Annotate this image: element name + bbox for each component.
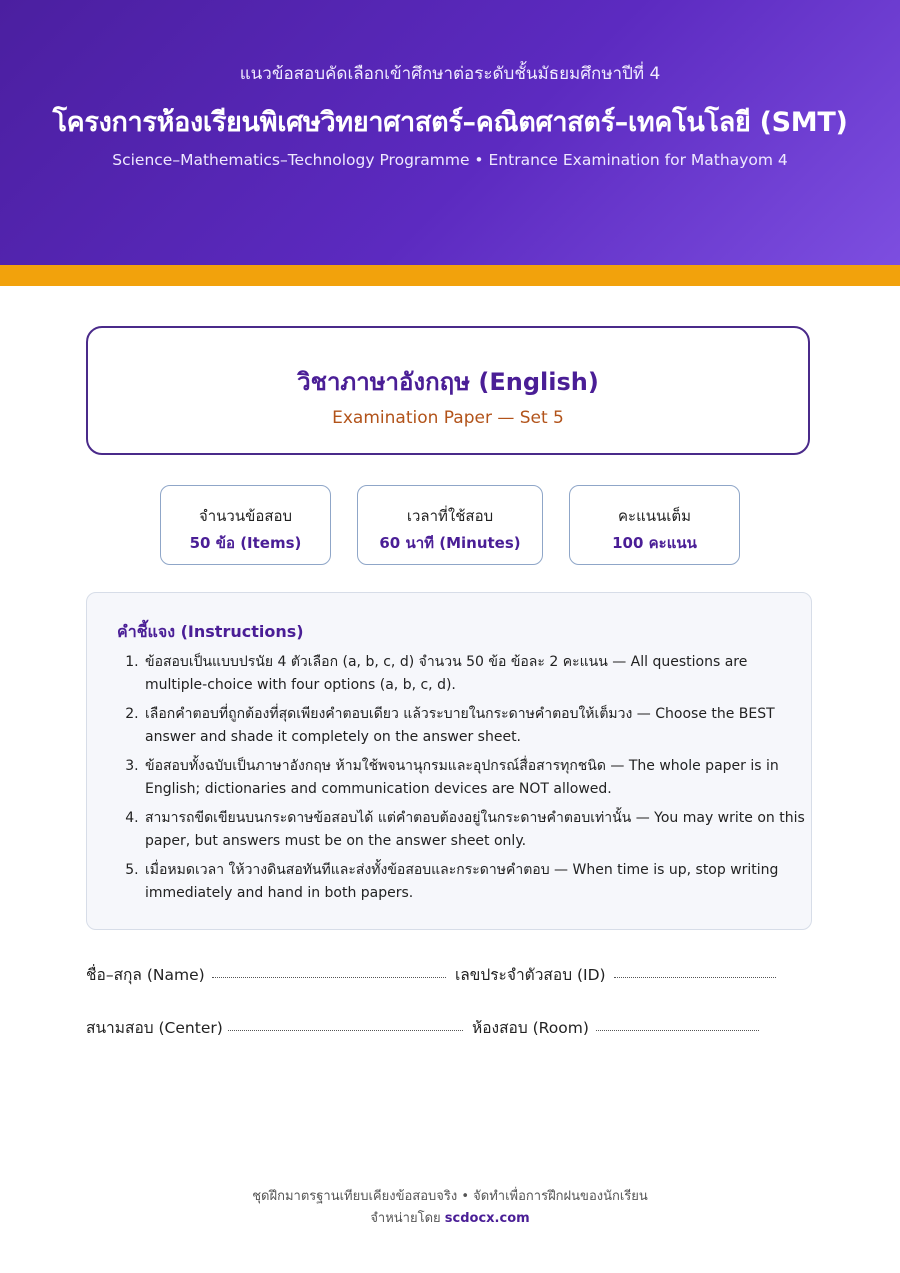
info-card-score	[569, 485, 740, 565]
center-field[interactable]	[228, 1030, 463, 1031]
info-label: เวลาที่ใช้สอบ	[406, 507, 494, 525]
id-label: เลขประจำตัวสอบ (ID)	[455, 966, 606, 984]
instruction-item: 4. สามารถขีดเขียนบนกระดาษข้อสอบได้ แต่คำตอบต้องอยู่ในกระดาษคำตอบเท่านั้น — You may write on this paper, but answers must be on the answer sheet only.	[143, 807, 807, 853]
footer-site-link[interactable]: scdocx.com	[444, 1211, 530, 1226]
subject-title: วิชาภาษาอังกฤษ (English)	[297, 368, 599, 396]
instruction-item: 5. เมื่อหมดเวลา ให้วางดินสอทันทีและส่งทั้งข้อสอบและกระดาษคำตอบ — When time is up, stop writing immediately and hand in both papers.	[143, 859, 807, 905]
exam-header	[0, 0, 900, 265]
center-label: สนามสอบ (Center)	[86, 1019, 223, 1037]
id-field[interactable]	[614, 977, 776, 978]
header-subtitle: แนวข้อสอบคัดเลือกเข้าศึกษาต่อระดับชั้นมัธยมศึกษาปีที่ 4	[239, 64, 661, 84]
info-value: 50 ข้อ (Items)	[189, 534, 302, 552]
paper-set: Examination Paper — Set 5	[332, 408, 564, 428]
info-card-time	[357, 485, 543, 565]
instructions-list	[123, 651, 807, 911]
header-english-title: Science–Mathematics–Technology Programme • Entrance Examination for Mathayom 4	[112, 151, 788, 169]
header-stripe	[0, 265, 900, 286]
name-label: ชื่อ–สกุล (Name)	[86, 966, 205, 984]
info-label: คะแนนเต็ม	[617, 507, 692, 525]
header-title: โครงการห้องเรียนพิเศษวิทยาศาสตร์–คณิตศาสตร์–เทคโนโลยี (SMT)	[52, 107, 848, 138]
room-field[interactable]	[596, 1030, 759, 1031]
instruction-item: 3. ข้อสอบทั้งฉบับเป็นภาษาอังกฤษ ห้ามใช้พจนานุกรมและอุปกรณ์สื่อสารทุกชนิด — The whole paper is in English; dictionaries and communication devices are NOT allowed.	[143, 755, 807, 801]
instruction-item: 1. ข้อสอบเป็นแบบปรนัย 4 ตัวเลือก (a, b, c, d) จำนวน 50 ข้อ ข้อละ 2 คะแนน — All questions are multiple-choice with four options (a, b, c, d).	[143, 651, 807, 697]
footer-note: ชุดฝึกมาตรฐานเทียบเคียงข้อสอบจริง • จัดทำเพื่อการฝึกฝนของนักเรียน	[252, 1189, 648, 1204]
info-value: 60 นาที (Minutes)	[379, 534, 521, 552]
instructions-heading: คำชี้แจง (Instructions)	[117, 622, 304, 641]
footer-publisher	[0, 1207, 900, 1228]
info-label: จำนวนข้อสอบ	[198, 507, 293, 525]
footer-prefix: จำหน่ายโดย	[370, 1211, 445, 1226]
instruction-item: 2. เลือกคำตอบที่ถูกต้องที่สุดเพียงคำตอบเดียว แล้วระบายในกระดาษคำตอบให้เต็มวง — Choose the BEST answer and shade it completely on the answer sheet.	[143, 703, 807, 749]
room-label: ห้องสอบ (Room)	[472, 1019, 589, 1037]
name-field[interactable]	[212, 977, 446, 978]
instructions-box	[86, 592, 812, 930]
info-value: 100 คะแนน	[612, 534, 697, 552]
subject-box	[86, 326, 810, 455]
info-card-items	[160, 485, 331, 565]
